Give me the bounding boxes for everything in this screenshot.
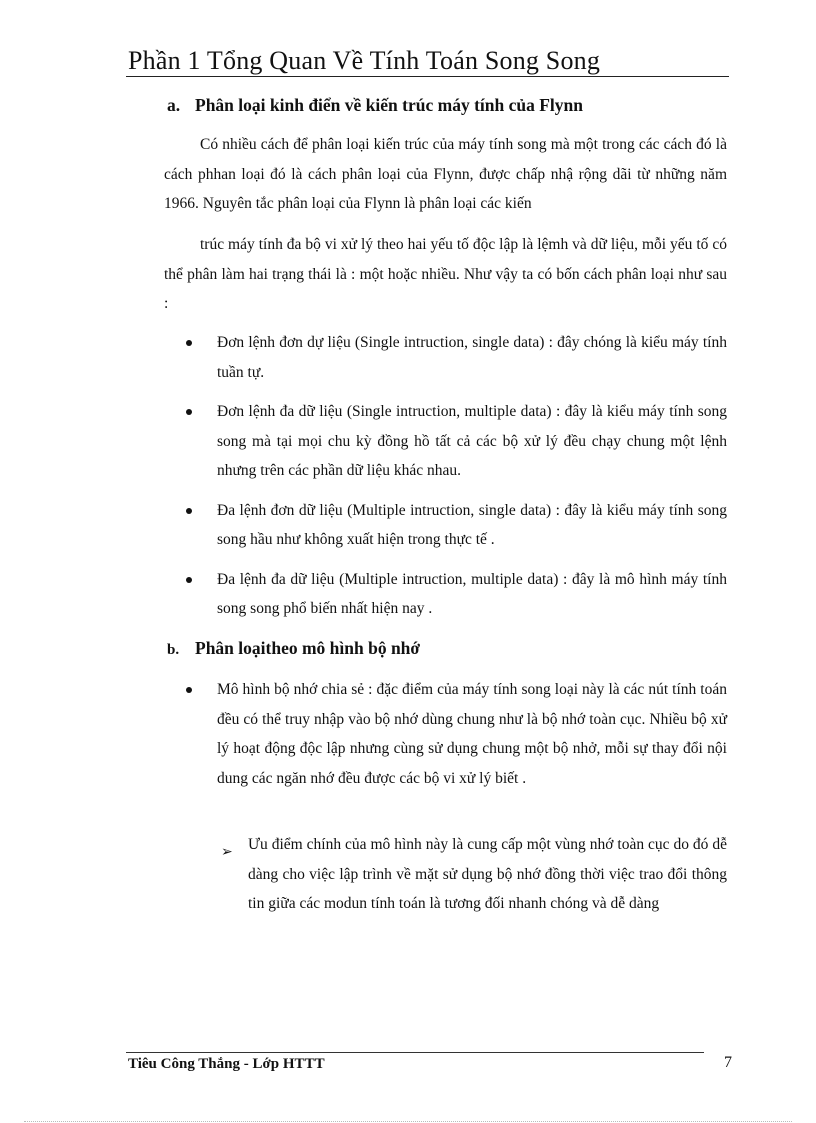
bullet-icon xyxy=(186,409,192,415)
bullet-icon xyxy=(186,340,192,346)
section-a-paragraph-1: Có nhiều cách để phân loại kiến trúc của máy tính song mà một trong các cách đó là cách phhan loại đó là cách phân loại của Flynn, được chấp nhậ rộng dãi từ những năm 1966. Nguyên tắc phân loại của Flynn là phân loại các kiến xyxy=(164,136,727,212)
section-b-title: Phân loạitheo mô hình bộ nhớ xyxy=(195,638,421,658)
list-item-text: Đa lệnh đơn dữ liệu (Multiple intruction, single data) : đây là kiểu máy tính song song hầu như không xuất hiện trong thực tế . xyxy=(217,501,727,548)
page-bottom-edge xyxy=(24,1121,792,1122)
list-item-text: Đa lệnh đa dữ liệu (Multiple intruction, multiple data) : đây là mô hình máy tính song song phổ biến nhất hiện nay . xyxy=(217,570,727,617)
list-item xyxy=(170,675,727,793)
page-number: 7 xyxy=(724,1054,732,1071)
section-b-heading xyxy=(167,638,420,659)
list-item-text: Mô hình bộ nhớ chia sẻ : đặc điểm của máy tính song loại này là các nút tính toán đều có thể truy nhập vào bộ nhớ dùng chung như là bộ nhớ toàn cục. Nhiều bộ xử lý hoạt động độc lập nhưng cùng sử dụng chung một bộ nhở, mỗi sự thay đổi nội dung các ngăn nhớ đều được các bộ vi xử lý biết . xyxy=(217,681,727,787)
memory-model-list xyxy=(170,675,727,793)
footer-divider xyxy=(126,1052,704,1053)
list-item xyxy=(170,328,727,387)
arrow-bullet-icon: ➢ xyxy=(221,845,233,860)
list-item xyxy=(170,565,727,624)
list-item-text: Đơn lệnh đa dữ liệu (Single intruction, multiple data) : đây là kiểu máy tính song song mà tại mọi chu kỳ đồng hồ tất cả các bộ xử lý đều chạy chung một lệnh nhưng trên các phần dữ liệu khác nhau. xyxy=(217,403,727,479)
section-a-paragraph-2: trúc máy tính đa bộ vi xử lý theo hai yếu tố độc lập là lệmh và dữ liệu, mỗi yếu tố có thể phân làm hai trạng thái là : một hoặc nhiều. Như vậy ta có bốn cách phân loại như sau : xyxy=(164,236,727,312)
bullet-icon xyxy=(186,508,192,514)
section-a-heading xyxy=(167,95,583,116)
section-b-label: b. xyxy=(167,642,180,658)
section-a-title: Phân loại kinh điển về kiến trúc máy tính của Flynn xyxy=(195,95,583,115)
section-a-label: a. xyxy=(167,95,181,115)
header-divider xyxy=(126,76,729,77)
sub-bullet-text: Ưu điểm chính của mô hình này là cung cấp một vùng nhớ toàn cục do đó dễ dàng cho việc lập trình về mặt sử dụng bộ nhớ đồng thời việc trao đổi thông tin giữa các modun tính toán là tương đối nhanh chóng và dễ dàng xyxy=(248,836,727,912)
list-item-text: Đơn lệnh đơn dự liệu (Single intruction, single data) : đây chóng là kiểu máy tính tuần tự. xyxy=(217,334,727,381)
bullet-icon xyxy=(186,687,192,693)
list-item xyxy=(170,397,727,486)
list-item xyxy=(170,496,727,555)
page-header-title: Phần 1 Tổng Quan Về Tính Toán Song Song xyxy=(128,46,601,75)
footer-author: Tiêu Công Thắng - Lớp HTTT xyxy=(128,1056,325,1072)
bullet-icon xyxy=(186,577,192,583)
flynn-classification-list xyxy=(170,328,727,624)
